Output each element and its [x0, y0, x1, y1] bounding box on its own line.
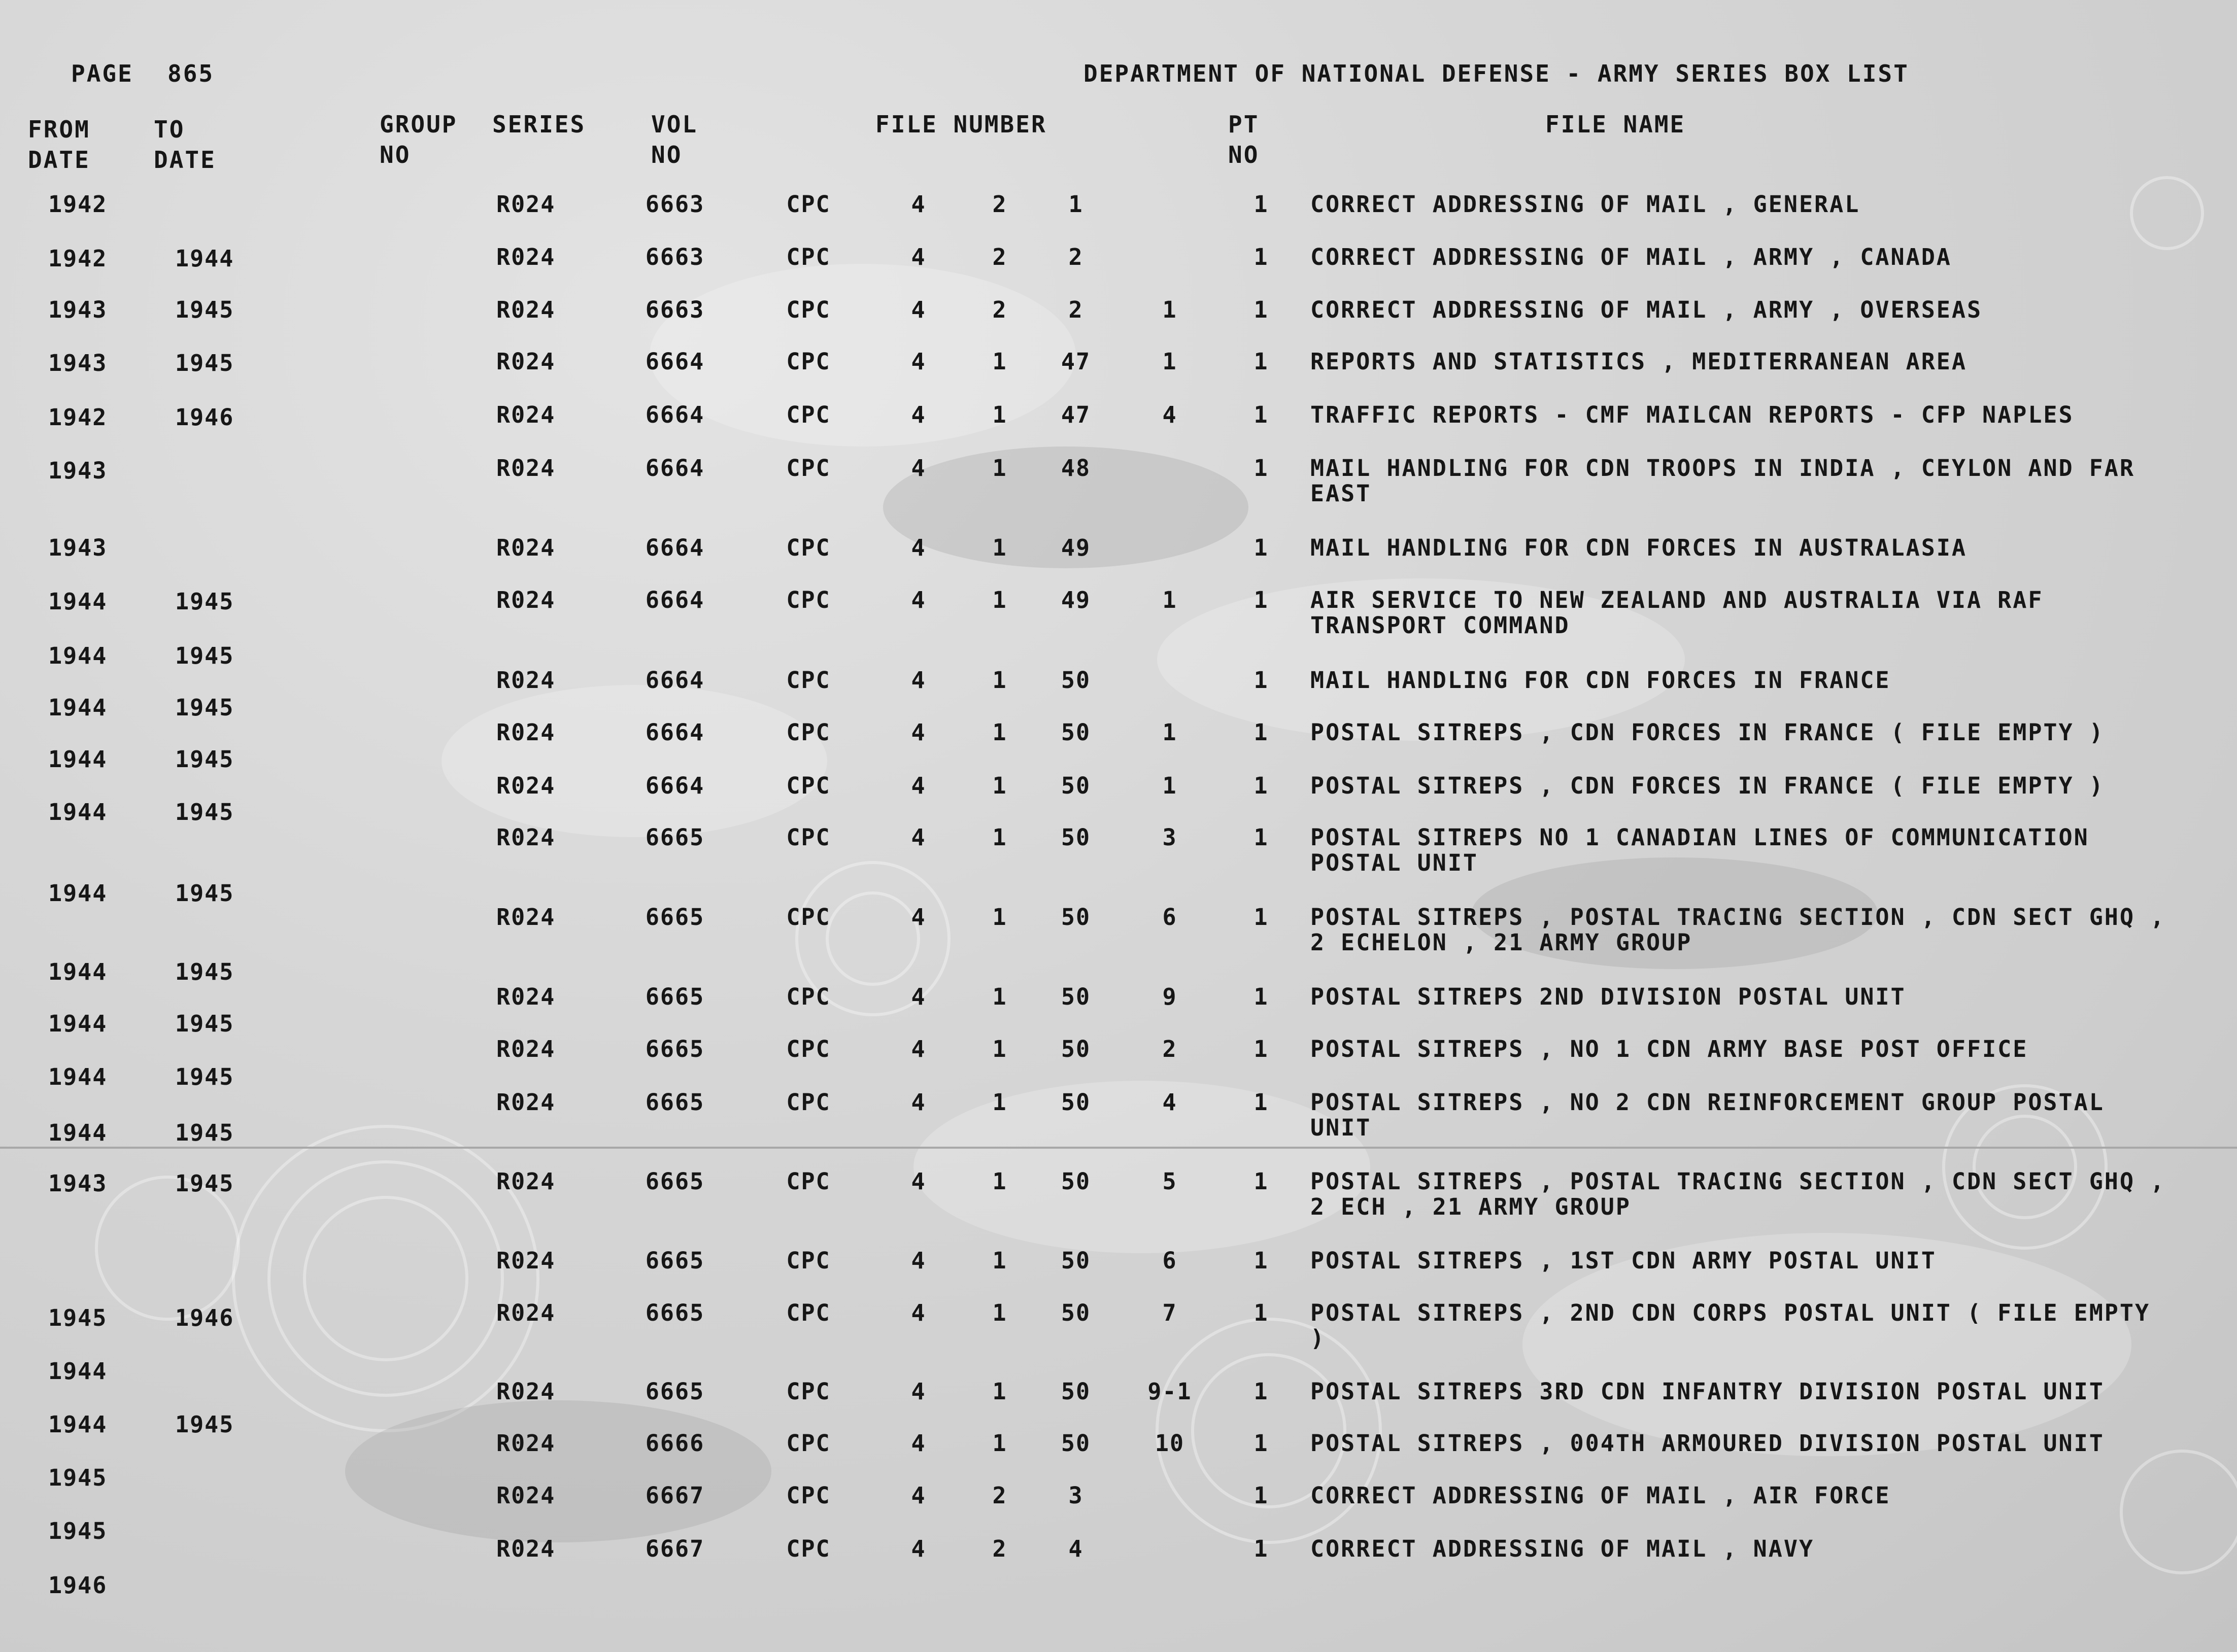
- vol-no-cell: 6664: [645, 772, 705, 799]
- from-date-cell: 1946: [48, 1572, 108, 1599]
- to-date-cell: 1945: [175, 1170, 234, 1197]
- file-number-part-3: 1: [1068, 191, 1083, 218]
- series-cell: R024: [496, 1089, 556, 1116]
- pt-no-cell: 1: [1253, 534, 1269, 561]
- pt-no-cell: 1: [1253, 587, 1269, 613]
- vol-no-cell: 6665: [645, 1089, 705, 1116]
- from-date-cell: 1944: [48, 1358, 108, 1385]
- pt-no-cell: 1: [1253, 1378, 1269, 1405]
- file-number-part-2: 2: [992, 1535, 1007, 1562]
- file-name-cell: MAIL HANDLING FOR CDN FORCES IN FRANCE: [1310, 667, 1891, 694]
- col-header-group-no: GROUP NO: [380, 111, 458, 168]
- from-date-cell: 1944: [48, 880, 108, 907]
- page-title: DEPARTMENT OF NATIONAL DEFENSE - ARMY SERIES BOX LIST: [1083, 60, 1909, 87]
- to-date-cell: 1945: [175, 1411, 234, 1438]
- file-number-part-2: 1: [992, 824, 1007, 851]
- to-date-cell: 1945: [175, 1119, 234, 1146]
- vol-no-cell: 6665: [645, 1247, 705, 1274]
- file-number-part-1: 4: [911, 1482, 926, 1509]
- file-name-cell: POSTAL SITREPS , CDN FORCES IN FRANCE ( FILE EMPTY ): [1310, 772, 2105, 799]
- from-date-cell: 1944: [48, 958, 108, 985]
- series-cell: R024: [496, 348, 556, 375]
- vol-no-cell: 6663: [645, 296, 705, 323]
- file-number-part-2: 2: [992, 1482, 1007, 1509]
- file-number-part-3: 3: [1068, 1482, 1083, 1509]
- vol-no-cell: 6664: [645, 455, 705, 481]
- file-number-part-3: 2: [1068, 244, 1083, 270]
- file-number-part-3: 49: [1061, 534, 1091, 561]
- from-date-cell: 1944: [48, 1119, 108, 1146]
- file-number-part-4: 1: [1162, 348, 1177, 375]
- file-prefix-cell: CPC: [786, 1430, 831, 1457]
- series-cell: R024: [496, 904, 556, 931]
- pt-no-cell: 1: [1253, 1299, 1269, 1326]
- series-cell: R024: [496, 1430, 556, 1457]
- file-number-part-1: 4: [911, 455, 926, 481]
- file-number-part-3: 48: [1061, 455, 1091, 481]
- from-date-cell: 1944: [48, 799, 108, 825]
- vol-no-cell: 6665: [645, 1378, 705, 1405]
- file-number-part-2: 1: [992, 719, 1007, 746]
- to-date-cell: 1945: [175, 350, 234, 376]
- file-number-part-4: 7: [1162, 1299, 1177, 1326]
- file-number-part-1: 4: [911, 401, 926, 428]
- file-number-part-1: 4: [911, 904, 926, 931]
- file-number-part-1: 4: [911, 1299, 926, 1326]
- file-number-part-3: 50: [1061, 983, 1091, 1010]
- file-number-part-3: 2: [1068, 296, 1083, 323]
- to-date-cell: 1945: [175, 642, 234, 669]
- file-number-part-3: 50: [1061, 1378, 1091, 1405]
- file-name-cell: REPORTS AND STATISTICS , MEDITERRANEAN AREA: [1310, 348, 1967, 375]
- file-prefix-cell: CPC: [786, 772, 831, 799]
- file-prefix-cell: CPC: [786, 1299, 831, 1326]
- to-date-cell: 1946: [175, 404, 234, 431]
- file-number-part-2: 1: [992, 587, 1007, 613]
- page-label: PAGE: [71, 60, 133, 87]
- from-date-cell: 1944: [48, 1010, 108, 1037]
- series-cell: R024: [496, 296, 556, 323]
- file-prefix-cell: CPC: [786, 401, 831, 428]
- file-prefix-cell: CPC: [786, 983, 831, 1010]
- file-number-part-1: 4: [911, 719, 926, 746]
- to-date-cell: 1945: [175, 880, 234, 907]
- file-number-part-4: 10: [1155, 1430, 1185, 1457]
- file-number-part-1: 4: [911, 772, 926, 799]
- file-name-cell: CORRECT ADDRESSING OF MAIL , ARMY , OVERSEAS: [1310, 296, 1983, 323]
- series-cell: R024: [496, 1299, 556, 1326]
- series-cell: R024: [496, 772, 556, 799]
- file-number-part-3: 49: [1061, 587, 1091, 613]
- col-header-series: SERIES: [492, 111, 586, 138]
- file-name-cell: POSTAL SITREPS 3RD CDN INFANTRY DIVISION POSTAL UNIT: [1310, 1378, 2105, 1405]
- file-prefix-cell: CPC: [786, 534, 831, 561]
- to-date-cell: 1945: [175, 958, 234, 985]
- from-date-cell: 1945: [48, 1518, 108, 1544]
- file-name-cell: TRAFFIC REPORTS - CMF MAILCAN REPORTS - CFP NAPLES: [1310, 401, 2074, 428]
- vol-no-cell: 6667: [645, 1482, 705, 1509]
- vol-no-cell: 6664: [645, 348, 705, 375]
- series-cell: R024: [496, 1247, 556, 1274]
- from-date-cell: 1943: [48, 457, 108, 484]
- vol-no-cell: 6664: [645, 534, 705, 561]
- file-name-cell: POSTAL SITREPS , 1ST CDN ARMY POSTAL UNIT: [1310, 1247, 1937, 1274]
- file-number-part-1: 4: [911, 1535, 926, 1562]
- series-cell: R024: [496, 1378, 556, 1405]
- pt-no-cell: 1: [1253, 1430, 1269, 1457]
- file-prefix-cell: CPC: [786, 348, 831, 375]
- file-number-part-4: 9-1: [1147, 1378, 1192, 1405]
- file-number-part-2: 1: [992, 1299, 1007, 1326]
- to-date-cell: 1945: [175, 746, 234, 773]
- pt-no-cell: 1: [1253, 1247, 1269, 1274]
- to-date-cell: 1944: [175, 245, 234, 272]
- file-number-part-3: 47: [1061, 401, 1091, 428]
- from-date-cell: 1944: [48, 694, 108, 721]
- file-number-part-3: 50: [1061, 719, 1091, 746]
- file-name-cell: CORRECT ADDRESSING OF MAIL , NAVY: [1310, 1535, 1815, 1562]
- file-number-part-3: 50: [1061, 1089, 1091, 1116]
- file-number-part-2: 1: [992, 772, 1007, 799]
- vol-no-cell: 6663: [645, 191, 705, 218]
- file-number-part-1: 4: [911, 587, 926, 613]
- file-number-part-4: 3: [1162, 824, 1177, 851]
- to-date-cell: 1945: [175, 799, 234, 825]
- file-number-part-1: 4: [911, 1089, 926, 1116]
- series-cell: R024: [496, 983, 556, 1010]
- file-prefix-cell: CPC: [786, 1089, 831, 1116]
- from-date-cell: 1944: [48, 746, 108, 773]
- file-prefix-cell: CPC: [786, 191, 831, 218]
- series-cell: R024: [496, 1482, 556, 1509]
- file-number-part-3: 50: [1061, 824, 1091, 851]
- file-name-cell: POSTAL SITREPS 2ND DIVISION POSTAL UNIT: [1310, 983, 1906, 1010]
- file-name-cell: POSTAL SITREPS , 2ND CDN CORPS POSTAL UNIT ( FILE EMPTY ): [1310, 1299, 2151, 1352]
- pt-no-cell: 1: [1253, 244, 1269, 270]
- file-number-part-2: 2: [992, 191, 1007, 218]
- file-number-part-2: 1: [992, 1089, 1007, 1116]
- file-number-part-2: 1: [992, 904, 1007, 931]
- file-name-cell: MAIL HANDLING FOR CDN FORCES IN AUSTRALASIA: [1310, 534, 1967, 561]
- file-prefix-cell: CPC: [786, 587, 831, 613]
- series-cell: R024: [496, 455, 556, 481]
- to-date-cell: 1945: [175, 1010, 234, 1037]
- file-prefix-cell: CPC: [786, 667, 831, 694]
- file-name-cell: POSTAL SITREPS NO 1 CANADIAN LINES OF COMMUNICATION POSTAL UNIT: [1310, 824, 2089, 876]
- col-header-pt-no: PT NO: [1228, 111, 1260, 168]
- vol-no-cell: 6665: [645, 1036, 705, 1062]
- col-header-file-name: FILE NAME: [1545, 111, 1686, 138]
- file-number-part-2: 1: [992, 348, 1007, 375]
- file-prefix-cell: CPC: [786, 1535, 831, 1562]
- pt-no-cell: 1: [1253, 983, 1269, 1010]
- pt-no-cell: 1: [1253, 1089, 1269, 1116]
- file-prefix-cell: CPC: [786, 824, 831, 851]
- file-number-part-2: 1: [992, 1430, 1007, 1457]
- pt-no-cell: 1: [1253, 455, 1269, 481]
- file-name-cell: POSTAL SITREPS , POSTAL TRACING SECTION , CDN SECT GHQ , 2 ECHELON , 21 ARMY GROUP: [1310, 904, 2166, 956]
- file-number-part-4: 1: [1162, 296, 1177, 323]
- pt-no-cell: 1: [1253, 1535, 1269, 1562]
- from-date-cell: 1942: [48, 191, 108, 218]
- to-date-cell: 1945: [175, 1063, 234, 1090]
- to-date-cell: 1945: [175, 588, 234, 615]
- file-prefix-cell: CPC: [786, 1168, 831, 1195]
- file-number-part-3: 50: [1061, 904, 1091, 931]
- series-cell: R024: [496, 587, 556, 613]
- pt-no-cell: 1: [1253, 401, 1269, 428]
- page-number: 865: [167, 60, 215, 87]
- pt-no-cell: 1: [1253, 904, 1269, 931]
- series-cell: R024: [496, 534, 556, 561]
- file-number-part-2: 2: [992, 244, 1007, 270]
- pt-no-cell: 1: [1253, 667, 1269, 694]
- file-number-part-3: 50: [1061, 1168, 1091, 1195]
- file-number-part-2: 2: [992, 296, 1007, 323]
- file-number-part-1: 4: [911, 244, 926, 270]
- file-number-part-3: 47: [1061, 348, 1091, 375]
- file-name-cell: POSTAL SITREPS , CDN FORCES IN FRANCE ( FILE EMPTY ): [1310, 719, 2105, 746]
- vol-no-cell: 6665: [645, 824, 705, 851]
- file-name-cell: MAIL HANDLING FOR CDN TROOPS IN INDIA , CEYLON AND FAR EAST: [1310, 455, 2135, 507]
- file-prefix-cell: CPC: [786, 244, 831, 270]
- to-date-cell: 1945: [175, 694, 234, 721]
- file-prefix-cell: CPC: [786, 296, 831, 323]
- file-number-part-1: 4: [911, 1247, 926, 1274]
- col-header-from-date: FROM DATE: [28, 116, 90, 174]
- file-number-part-1: 4: [911, 191, 926, 218]
- file-number-part-4: 4: [1162, 1089, 1177, 1116]
- pt-no-cell: 1: [1253, 1482, 1269, 1509]
- from-date-cell: 1945: [48, 1464, 108, 1491]
- file-number-part-4: 5: [1162, 1168, 1177, 1195]
- file-prefix-cell: CPC: [786, 1247, 831, 1274]
- file-prefix-cell: CPC: [786, 455, 831, 481]
- vol-no-cell: 6664: [645, 401, 705, 428]
- from-date-cell: 1943: [48, 296, 108, 323]
- from-date-cell: 1944: [48, 642, 108, 669]
- vol-no-cell: 6664: [645, 587, 705, 613]
- from-date-cell: 1943: [48, 1170, 108, 1197]
- file-prefix-cell: CPC: [786, 904, 831, 931]
- file-prefix-cell: CPC: [786, 1036, 831, 1062]
- file-number-part-4: 6: [1162, 1247, 1177, 1274]
- file-number-part-1: 4: [911, 1168, 926, 1195]
- file-number-part-1: 4: [911, 1378, 926, 1405]
- file-number-part-3: 4: [1068, 1535, 1083, 1562]
- vol-no-cell: 6665: [645, 1168, 705, 1195]
- file-number-part-2: 1: [992, 667, 1007, 694]
- to-date-cell: 1946: [175, 1304, 234, 1331]
- file-name-cell: POSTAL SITREPS , NO 2 CDN REINFORCEMENT GROUP POSTAL UNIT: [1310, 1089, 2105, 1141]
- col-header-to-date: TO DATE: [154, 116, 216, 174]
- series-cell: R024: [496, 1168, 556, 1195]
- file-number-part-1: 4: [911, 667, 926, 694]
- from-date-cell: 1942: [48, 404, 108, 431]
- vol-no-cell: 6666: [645, 1430, 705, 1457]
- from-date-cell: 1944: [48, 588, 108, 615]
- file-name-cell: POSTAL SITREPS , NO 1 CDN ARMY BASE POST OFFICE: [1310, 1036, 2028, 1062]
- pt-no-cell: 1: [1253, 1036, 1269, 1062]
- series-cell: R024: [496, 1036, 556, 1062]
- series-cell: R024: [496, 667, 556, 694]
- file-number-part-1: 4: [911, 1036, 926, 1062]
- file-number-part-4: 6: [1162, 904, 1177, 931]
- file-prefix-cell: CPC: [786, 1482, 831, 1509]
- pt-no-cell: 1: [1253, 348, 1269, 375]
- from-date-cell: 1942: [48, 245, 108, 272]
- vol-no-cell: 6664: [645, 719, 705, 746]
- file-number-part-4: 2: [1162, 1036, 1177, 1062]
- file-number-part-1: 4: [911, 983, 926, 1010]
- file-number-part-3: 50: [1061, 1430, 1091, 1457]
- file-number-part-1: 4: [911, 296, 926, 323]
- from-date-cell: 1944: [48, 1063, 108, 1090]
- file-number-part-4: 1: [1162, 772, 1177, 799]
- file-name-cell: CORRECT ADDRESSING OF MAIL , GENERAL: [1310, 191, 1860, 218]
- file-number-part-4: 9: [1162, 983, 1177, 1010]
- vol-no-cell: 6664: [645, 667, 705, 694]
- from-date-cell: 1945: [48, 1304, 108, 1331]
- file-number-part-2: 1: [992, 401, 1007, 428]
- pt-no-cell: 1: [1253, 824, 1269, 851]
- pt-no-cell: 1: [1253, 1168, 1269, 1195]
- pt-no-cell: 1: [1253, 719, 1269, 746]
- series-cell: R024: [496, 401, 556, 428]
- vol-no-cell: 6667: [645, 1535, 705, 1562]
- file-number-part-1: 4: [911, 534, 926, 561]
- file-number-part-1: 4: [911, 348, 926, 375]
- file-number-part-3: 50: [1061, 1247, 1091, 1274]
- to-date-cell: 1945: [175, 296, 234, 323]
- from-date-cell: 1943: [48, 350, 108, 376]
- file-name-cell: CORRECT ADDRESSING OF MAIL , ARMY , CANADA: [1310, 244, 1952, 270]
- file-number-part-1: 4: [911, 824, 926, 851]
- vol-no-cell: 6665: [645, 983, 705, 1010]
- series-cell: R024: [496, 244, 556, 270]
- vol-no-cell: 6665: [645, 904, 705, 931]
- file-number-part-2: 1: [992, 1378, 1007, 1405]
- file-number-part-3: 50: [1061, 1036, 1091, 1062]
- file-name-cell: POSTAL SITREPS , POSTAL TRACING SECTION , CDN SECT GHQ , 2 ECH , 21 ARMY GROUP: [1310, 1168, 2166, 1220]
- vol-no-cell: 6663: [645, 244, 705, 270]
- file-number-part-2: 1: [992, 1247, 1007, 1274]
- file-number-part-3: 50: [1061, 1299, 1091, 1326]
- series-cell: R024: [496, 824, 556, 851]
- vol-no-cell: 6665: [645, 1299, 705, 1326]
- col-header-vol-no: VOL NO: [651, 111, 698, 168]
- series-cell: R024: [496, 191, 556, 218]
- file-number-part-2: 1: [992, 534, 1007, 561]
- pt-no-cell: 1: [1253, 191, 1269, 218]
- file-number-part-4: 1: [1162, 587, 1177, 613]
- file-prefix-cell: CPC: [786, 1378, 831, 1405]
- file-number-part-2: 1: [992, 983, 1007, 1010]
- file-number-part-2: 1: [992, 1168, 1007, 1195]
- file-name-cell: CORRECT ADDRESSING OF MAIL , AIR FORCE: [1310, 1482, 1891, 1509]
- from-date-cell: 1943: [48, 534, 108, 561]
- series-cell: R024: [496, 719, 556, 746]
- series-cell: R024: [496, 1535, 556, 1562]
- file-number-part-2: 1: [992, 1036, 1007, 1062]
- file-number-part-2: 1: [992, 455, 1007, 481]
- file-number-part-3: 50: [1061, 772, 1091, 799]
- file-number-part-1: 4: [911, 1430, 926, 1457]
- col-header-file-number: FILE NUMBER: [875, 111, 1047, 138]
- pt-no-cell: 1: [1253, 296, 1269, 323]
- file-name-cell: AIR SERVICE TO NEW ZEALAND AND AUSTRALIA VIA RAF TRANSPORT COMMAND: [1310, 587, 2044, 639]
- file-name-cell: POSTAL SITREPS , 004TH ARMOURED DIVISION POSTAL UNIT: [1310, 1430, 2105, 1457]
- file-number-part-4: 1: [1162, 719, 1177, 746]
- file-number-part-4: 4: [1162, 401, 1177, 428]
- pt-no-cell: 1: [1253, 772, 1269, 799]
- file-prefix-cell: CPC: [786, 719, 831, 746]
- from-date-cell: 1944: [48, 1411, 108, 1438]
- file-number-part-3: 50: [1061, 667, 1091, 694]
